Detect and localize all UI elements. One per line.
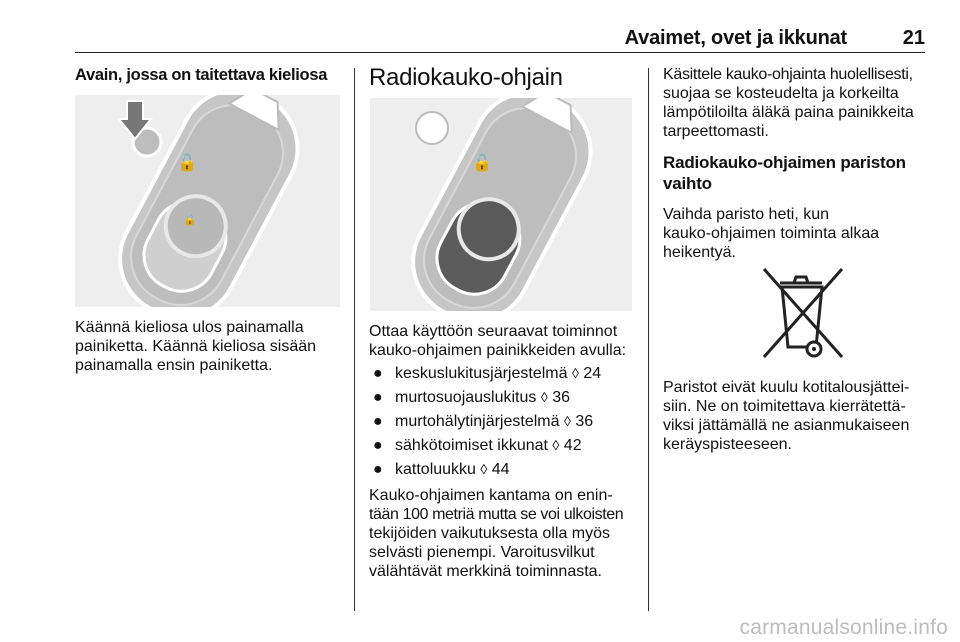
heading-line: vaihto <box>663 174 712 193</box>
watermark: carmanualsonline.info <box>739 616 948 639</box>
text-line: viksi jättämällä ne asianmukaiseen <box>663 417 910 434</box>
list-item <box>371 436 601 460</box>
text-line: Vaihda paristo heti, kun <box>663 206 830 223</box>
page-ref: 42 <box>563 437 582 454</box>
page-ref-arrow-icon: ◊ <box>540 389 548 405</box>
column-divider <box>648 68 649 611</box>
page-header <box>75 0 925 53</box>
section-heading: Avain, jossa on taitettava kieliosa <box>75 66 328 84</box>
folding-key-illustration <box>75 95 340 307</box>
text-line: siin. Ne on toimitettava kierrätettä- <box>663 398 906 415</box>
text-line: Paristot eivät kuulu kotitalousjättei- <box>663 379 910 396</box>
column-divider <box>354 68 355 611</box>
text-line: painiketta. Käännä kieliosa sisään <box>75 338 317 355</box>
text-line: painamalla ensin painiketta. <box>75 357 273 374</box>
page-number: 21 <box>902 27 925 49</box>
bullet-icon: ● <box>373 437 383 454</box>
remote-key-illustration <box>370 98 632 311</box>
list-item-text: murtosuojauslukitus <box>395 389 537 406</box>
svg-text:🔓: 🔓 <box>472 153 492 172</box>
list-item <box>371 388 601 412</box>
paragraph <box>369 322 635 360</box>
paragraph <box>663 65 929 141</box>
feature-list <box>371 364 601 484</box>
list-item-text: sähkötoimiset ikkunat <box>395 437 548 454</box>
list-item <box>371 364 601 388</box>
text-line: selvästi pienempi. Varoitusvilkut <box>369 544 595 561</box>
paragraph <box>663 378 929 454</box>
list-item-text: kattoluukku <box>395 461 476 478</box>
text-line: kauko-ohjaimen toiminta alkaa <box>663 225 880 242</box>
page-ref: 36 <box>552 389 571 406</box>
page-ref: 44 <box>491 461 510 478</box>
bullet-icon: ● <box>373 413 383 430</box>
paragraph <box>663 205 929 262</box>
section-heading: Radiokauko-ohjain <box>369 64 563 91</box>
text-line: suojaa se kosteudelta ja korkeilta <box>663 85 899 102</box>
list-item-text: murtohälytinjärjestelmä <box>395 413 560 430</box>
text-line: välähtävät merkkinä toiminnasta. <box>369 563 602 580</box>
bullet-icon: ● <box>373 461 383 478</box>
heading-line: Radiokauko-ohjaimen pariston <box>663 153 906 172</box>
list-item <box>371 412 601 436</box>
text-line: Kauko-ohjaimen kantama on enin- <box>369 487 613 504</box>
page-title: Avaimet, ovet ja ikkunat <box>624 27 847 49</box>
page-ref: 36 <box>575 413 594 430</box>
text-line: Käsittele kauko-ohjainta huolellisesti, <box>663 66 913 83</box>
page-ref: 24 <box>583 365 602 382</box>
text-line: Käännä kieliosa ulos painamalla <box>75 319 304 336</box>
svg-text:🔓: 🔓 <box>177 153 197 172</box>
text-line: tarpeettomasti. <box>663 123 769 140</box>
text-line: heikentyä. <box>663 244 736 261</box>
list-item <box>371 460 601 484</box>
text-line: Ottaa käyttöön seuraavat toiminnot <box>369 323 618 340</box>
subsection-heading <box>663 152 906 194</box>
page-ref-arrow-icon: ◊ <box>571 365 579 381</box>
page-ref-arrow-icon: ◊ <box>563 413 571 429</box>
list-item-text: keskuslukitusjärjestelmä <box>395 365 568 382</box>
paragraph <box>75 318 345 375</box>
paragraph <box>369 486 635 581</box>
text-line: kauko-ohjaimen painikkeiden avulla: <box>369 342 627 359</box>
bullet-icon: ● <box>373 389 383 406</box>
svg-text:🔒: 🔒 <box>183 213 197 226</box>
text-line: keräyspisteeseen. <box>663 436 792 453</box>
text-line: tään 100 metriä mutta se voi ulkoisten <box>369 506 624 523</box>
crossed-out-wheelie-bin-icon <box>758 263 848 365</box>
text-line: lämpötiloilta äläkä paina painikkeita <box>663 104 914 121</box>
text-line: tekijöiden vaikutuksesta olla myös <box>369 525 611 542</box>
bullet-icon: ● <box>373 365 383 382</box>
page-ref-arrow-icon: ◊ <box>480 461 488 477</box>
page-ref-arrow-icon: ◊ <box>552 437 560 453</box>
